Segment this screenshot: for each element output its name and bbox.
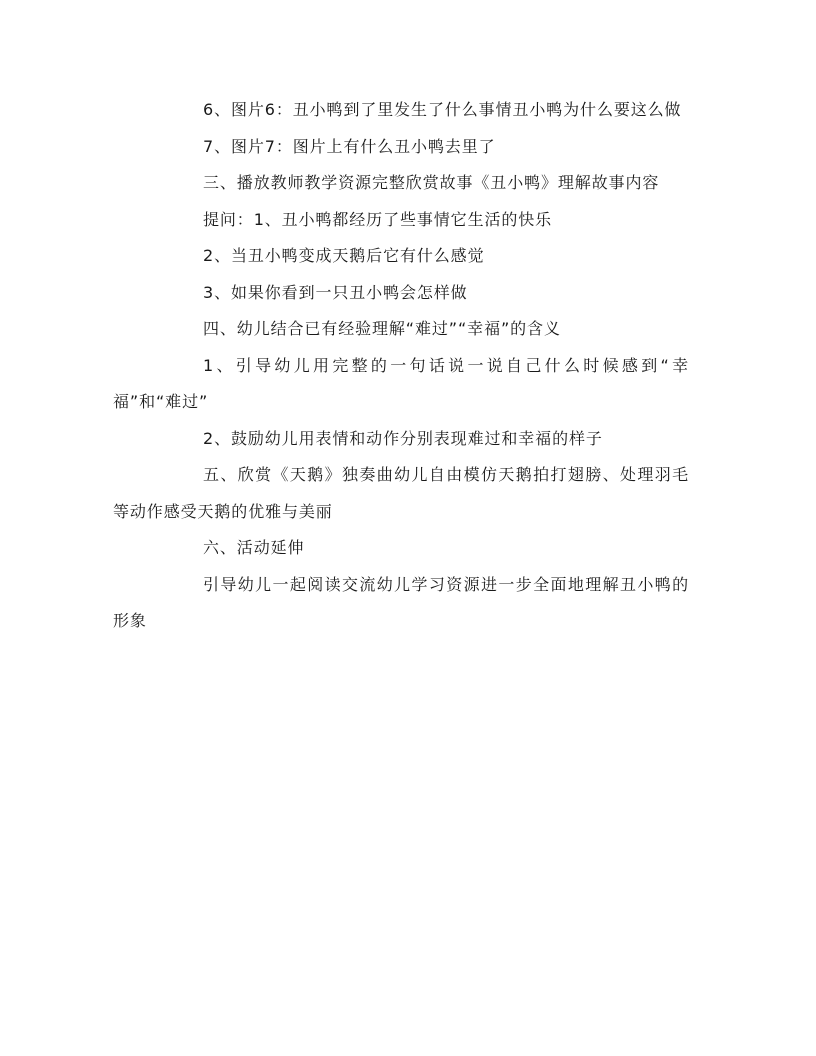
paragraph-picture-7: 7、图片7：图片上有什么丑小鸭去里了	[203, 136, 496, 156]
paragraph-extension: 引导幼儿一起阅读交流幼儿学习资源进一步全面地理解丑小鸭的形象	[113, 574, 689, 630]
paragraph-section-3: 三、播放教师教学资源完整欣赏故事《丑小鸭》理解故事内容	[203, 173, 660, 192]
paragraph-section-5: 五、欣赏《天鹅》独奏曲幼儿自由模仿天鹅拍打翅膀、处理羽毛等动作感受天鹅的优雅与美丽	[113, 465, 689, 521]
paragraph-question-1: 提问：1、丑小鸭都经历了些事情它生活的快乐	[203, 209, 553, 229]
paragraph-section-4-item-2: 2、鼓励幼儿用表情和动作分别表现难过和幸福的样子	[203, 428, 603, 448]
paragraph-section-4: 四、幼儿结合已有经验理解“难过”“幸福”的含义	[203, 319, 561, 338]
paragraph-section-4-item-1: 1、引导幼儿用完整的一句话说一说自己什么时候感到“幸福”和“难过”	[113, 355, 689, 411]
paragraph-section-6: 六、活动延伸	[203, 538, 305, 557]
document-body	[113, 92, 689, 640]
paragraph-picture-6: 6、图片6：丑小鸭到了里发生了什么事情丑小鸭为什么要这么做	[203, 100, 682, 119]
paragraph-question-2: 2、当丑小鸭变成天鹅后它有什么感觉	[203, 246, 485, 265]
paragraph-question-3: 3、如果你看到一只丑小鸭会怎样做	[203, 282, 468, 302]
